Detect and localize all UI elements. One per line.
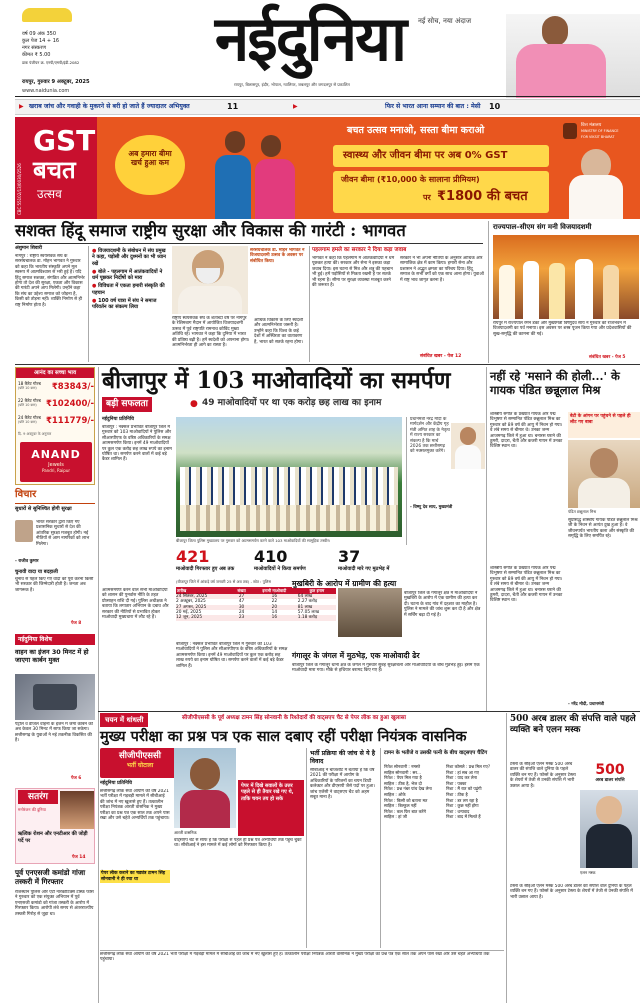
exam-subhead: भर्ती प्रक्रिया की जांच से ये है विवाद <box>310 750 376 765</box>
surrender-group-photo <box>176 417 402 537</box>
lead-col4: भागवत ने कहा कि पहलगाम में आतंकवादियों ने धर्म पूछकर हत्या की। सरकार और सेना ने इसका कड़ा जवाब दिया। इस घटना से मित्र और शत्रु की पहचान भी हुई। हमें पड़ोसियों से मित्रता रखनी है पर सतर्क भी रहना है। सीमा पर सुरक्षा व्यवस्था मजबूत करने की जरूरत है। <box>312 256 395 289</box>
satrang-box[interactable] <box>15 788 95 864</box>
governor-box-more[interactable]: संबंधित खबर - पेज 5 <box>589 355 626 360</box>
ad-bubble: अब हमारा बीमा खर्च हुआ कम <box>115 135 185 195</box>
exam-kicker-text: सीजीपीएससी के पूर्व अध्यक्ष टामन सिंह सोनवानी के रिश्तेदारों की वाट्सएप चैट से पेपर लीक का हुआ खुलासा <box>182 715 406 721</box>
mukhbiri-headline[interactable]: मुखबिरी के आरोप में ग्रामीण की हत्या <box>292 579 482 588</box>
chat-title: टामन के भतीजे व उसकी पत्नी के बीच वाट्सएप चैटिंग <box>384 750 488 756</box>
vichar-author: - राजीव कुमार <box>15 559 39 564</box>
maoist-sub: 49 माओवादियों पर था एक करोड़ छह लाख का इनाम <box>202 398 382 408</box>
chat-line: साहिल सोनवानी : सर... <box>384 769 422 775</box>
chat-line: नितेश सोनवानी : नमस्ते <box>384 764 420 769</box>
lead-byline: अंशुमान शिवारी <box>15 246 42 251</box>
chat-line: निशा : ठीक है <box>446 791 468 797</box>
stat-killed: 37 माओवादी मारे गए मुठभेड़ में <box>338 547 390 572</box>
lead-bullet: ● बोले - पहलगाम में आतंकवादियों ने धर्म पूछकर निर्दोषों को मारा <box>92 268 163 282</box>
dateline: रायपुर, गुरुवार 9 अक्टूबर, 2025 <box>22 79 90 85</box>
vichar-box <box>15 489 95 629</box>
vichar-body: भारत सरकार द्वारा किए गए प्रशासनिक सुधारों से देश की आंतरिक सुरक्षा मजबूत होगी। नई नीतियों से आम नागरिकों को लाभ मिलेगा। <box>36 520 90 547</box>
chat-list-left <box>384 764 444 820</box>
table-row: 27 अगस्त, 2025 30 20 81 लाख <box>176 605 336 610</box>
lead-bullet: ● 100 वर्ष यात्रा में संघ ने समाज परिवर्तन का संकल्प लिया <box>92 298 157 311</box>
naidunia-vishesh-box <box>15 634 95 784</box>
musk-body: टेस्ला के सीईओ एलन मस्क 500 अरब डालर की संपत्ति वाले दुनिया के पहले व्यक्ति बन गए हैं। फोर्ब्स के अनुसार टेस्ला के शेयरों में तेजी से उनकी संपत्ति में भारी उछाल आया है। <box>510 762 576 789</box>
chat-line: निशा : बाद में मिलते हैं <box>446 814 481 820</box>
edition-info: वर्ष 09 अंक 350 <box>22 31 57 37</box>
ad-box-2: जीवन बीमा (₹10,000 के सालाना प्रीमियम) पर ₹1800 की बचत <box>333 171 549 213</box>
governor-box-title: राज्यपाल–सीएम संग मनी विजयादशमी <box>493 223 592 231</box>
chat-line: साहिल : ठीक है, भेज दो <box>384 780 422 786</box>
play-icon: ▶ <box>19 103 24 110</box>
satrang-story: ऋत्विक रोशन और एनटीआर की जोड़ी पर्दे पर <box>18 831 88 844</box>
family-photo <box>203 123 317 219</box>
pages-info: कुल पेज 14 + 16 <box>22 38 60 44</box>
bullet-icon: ● <box>190 399 198 409</box>
lead-subhead: पहलगाम हमले का सरकार ने दिया कड़ा जवाब <box>312 247 407 253</box>
satrang-page: पेज 14 <box>72 855 86 860</box>
divider <box>15 96 640 97</box>
maoist-tag: बड़ी सफलता <box>102 397 152 412</box>
chat-line: निशा : डर लग रहा है <box>446 797 478 803</box>
ad-code: CBC 55102/13/0030/2526 <box>17 163 22 215</box>
maoist-body-3: बीजापुर : नक्सल प्रभावित बीजापुर जिले में गुरुवार को 103 माओवादियों ने पुलिस और सीआरपीएफ के वरिष्ठ अधिकारियों के समक्ष आत्मसमर्पण किया। इनमें 49 माओवादियों पर कुल एक करोड़ छह लाख रुपये का इनाम घोषित था। समर्पण करने वालों में कई बड़े कैडर शामिल हैं। <box>176 642 288 669</box>
vichar-article-title[interactable]: सुधारों से सुनिश्चित होगी सुरक्षा <box>15 506 72 512</box>
exam-body-2: सीबीआई ने चार्जशीट में बताया है कि वर्ष 2021 की परीक्षा में आयोग के अधिकारियों के परिजनों का चयन डिप्टी कलेक्टर और डीएसपी जैसे पदों पर हुआ। जांच एजेंसी ने वाट्सएप चैट को अहम सबूत माना है। <box>310 768 375 801</box>
table-row: 12 जून, 2025 23 16 1.18 करोड़ <box>176 615 336 620</box>
exam-headline[interactable]: मुख्य परीक्षा का प्रश्न पत्र एक साल दबाए रहीं परीक्षा नियंत्रक वासनिक <box>100 728 467 745</box>
maoist-body-1: बीजापुर : नक्सल प्रभावित बीजापुर जिले में गुरुवार को 103 माओवादियों ने पुलिस और सीआरपीएफ के वरिष्ठ अधिकारियों के समक्ष आत्मसमर्पण किया। इनमें 49 माओवादियों पर कुल एक करोड़ छह लाख रुपये का इनाम घोषित था। समर्पण करने वालों में कई बड़े कैडर शामिल हैं। <box>102 425 172 463</box>
table-row: 20 मई, 2025 24 14 57.05 लाख <box>176 610 319 616</box>
chhannulal-photo <box>568 440 640 508</box>
chat-line: निशा : धन्यवाद <box>446 808 470 814</box>
mukhbiri-body: बीजापुर जिले के गंगालूर क्षेत्र में माओवादियों ने मुखबिरी के आरोप में एक ग्रामीण की हत्या कर दी। घटना के बाद गांव में दहशत का माहौल है। पुलिस ने मामले की जांच शुरू कर दी है और क्षेत्र में सर्चिंग बढ़ा दी गई है। <box>404 591 481 618</box>
lead-col5: सरकार ने भी अपनी नीतियों के अनुसार आर्थिक और सामाजिक क्षेत्र में काम किया। हमारी सेना और प्रशासन ने अद्भुत क्षमता का परिचय दिया। हिंदू समाज के सभी वर्गों को एक साथ आना होगा। युवाओं में राष्ट्र भाव जागृत करना है। <box>400 256 484 283</box>
publishing-cities: रायपुर, बिलासपुर, इंदौर, भोपाल, ग्वालियर, जबलपुर और जगदलपुर से प्रकाशित <box>234 82 350 87</box>
encounter-body: बीजापुर जिले के गंगालूर थाना क्षेत्र के जंगल में गुरुवार सुबह सुरक्षाबलों और माओवादियों के बीच मुठभेड़ हुई। इसमें एक माओवादी मारा गया। मौके से हथियार बरामद किए गए हैं। <box>292 663 480 674</box>
teaser-right-page: 10 <box>489 102 501 111</box>
exam-highlight: पेपर लीक कराने का षड्यंत्र टामन सिंह सोनवानी ने ही रचा था <box>100 870 170 883</box>
vichar-body-2: चुनाव से पहले किए गए वादों को पूरा करना किसी भी सरकार की जिम्मेदारी होती है। जनता अब जागरूक है। <box>15 577 94 593</box>
lead-continued[interactable]: संबंधित खबर - पेज 12 <box>420 354 462 359</box>
gold-rate-row: 18 कैरेट गोल्ड (प्रति 10 ग्राम) ₹83843/- <box>18 381 94 392</box>
vishesh-headline[interactable]: वाहन का इंजन 30 मिनट में हो जाएगा कार्बन मुक्त <box>15 648 89 664</box>
chat-line: निशा : हां सब आ गए <box>446 769 479 775</box>
chat-line: नितेश : किसी को बताना मत <box>384 797 428 803</box>
maoist-table-title: (बीजापुर जिले में आंकड़े वर्ष जनवरी 25 से अब तक) - स्रोत : पुलिस <box>176 579 271 584</box>
satrang-logo: सतरंग <box>18 790 58 804</box>
cgpsc-badge: सीजीपीएससी भर्ती घोटाला <box>100 748 180 778</box>
musk-stat: 500 अरब डालर संपत्ति <box>595 762 625 783</box>
maoist-photo-caption: बीजापुर जिला पुलिस मुख्यालय पर गुरुवार को आत्मसमर्पण करने वाले 103 माओवादियों की सामूहिक तस्वीर। <box>176 538 331 543</box>
chat-line: नितेश : कल फिर बात करेंगे <box>384 808 426 814</box>
gold-rate-note: दि. 9 अक्टूबर के अनुसार <box>18 432 52 436</box>
chhannulal-quote-box: बेटी के आंगन पर पहुंचने से पहले ही लौट गए बाबा <box>568 412 640 438</box>
pm-photo <box>555 145 637 219</box>
exam-body-4: छत्तीसगढ़ लोक सेवा आयोग की वर्ष 2021 भर्ती परीक्षा में गड़बड़ी मामले में सीबीआई की जांच में नए खुलासे हुए हैं। तत्कालीन परीक्षा नियंत्रक आरती वासनिक ने मुख्य परीक्षा का प्रश्न पत्र एक साल तक अपने पास रखा और उसे चहेते अभ्यर्थियों तक पहुंचाया। <box>100 952 490 963</box>
vishesh-title: नईदुनिया विशेष <box>15 634 95 645</box>
satrang-photo <box>60 791 94 829</box>
gold-rate-row: 22 कैरेट गोल्ड (प्रति 10 ग्राम) ₹102400/- <box>18 398 94 409</box>
maoist-byline: नईदुनिया प्रतिनिधि <box>102 417 134 422</box>
musk-body-2: टेस्ला के सीईओ एलन मस्क 500 अरब डालर की संपत्ति वाले दुनिया के पहले व्यक्ति बन गए हैं। फोर्ब्स के अनुसार टेस्ला के शेयरों में तेजी से उनकी संपत्ति में भारी उछाल आया है। <box>510 884 633 900</box>
ministry-label: वित्त मंत्रालय <box>581 123 602 128</box>
teaser-right[interactable]: फिर से भारत आना सम्मान की बात : मेसी <box>385 103 481 110</box>
dussehra-photo <box>493 235 639 319</box>
exam-kicker-bar <box>100 713 502 727</box>
teaser-left[interactable]: खराब जांच और गवाही के मुकरने से बरी हो जाते हैं ज्यादातर अभियुक्त <box>29 103 190 110</box>
ministry-label-en: MINISTRY OF FINANCE <box>581 129 619 133</box>
chhannulal-body: शास्त्रीय संगीत के प्रख्यात गायक और पद्म विभूषण से सम्मानित पंडित छन्नूलाल मिश्र का गुरुवार को 89 वर्ष की आयु में निधन हो गया। वे लंबे समय से बीमार थे। उनका जन्म आजमगढ़ जिले में हुआ था। बनारस घराने की ठुमरी, दादरा, चैती और कजरी गायन में उनका विशिष्ट स्थान था। <box>490 412 563 450</box>
table-row: 2 अक्टूबर, 2025 47 22 2.27 करोड़ <box>176 599 318 605</box>
exam-quote-box: पेपर में दिखे सवालों के उत्तर पहले से ही तैयार रखे गए थे, ताकि चयन तय हो सके <box>238 780 304 836</box>
ad-box-1: स्वास्थ्य और जीवन बीमा पर अब 0% GST <box>333 145 549 167</box>
anand-logo: ANAND Jewels Pandri, Raipur <box>20 442 92 482</box>
chat-line: नितेश : पेपर मिल गया है <box>384 775 422 781</box>
cm-photo <box>451 423 485 469</box>
arti-wasnik-photo <box>174 748 236 828</box>
maoist-headline[interactable]: बीजापुर में 103 माओवादियों का समर्पण <box>102 367 451 394</box>
top-strip <box>15 99 640 115</box>
pm-quote: सुप्रसिद्ध शास्त्रीय गायक पंडित छन्नूलाल मिश्र जी के निधन से अत्यंत दुख हुआ है। वे जीवनपर्यंत भारतीय कला और संस्कृति की समृद्धि के लिए समर्पित रहे। <box>568 518 638 540</box>
chat-line: नितेश : प्रश्न नंबर पांच देख लेना <box>384 786 432 792</box>
engine-photo <box>15 674 95 720</box>
mukhbiri-box <box>292 579 482 707</box>
lead-photo-caption: सरसंघचालक डा. मोहन भागवत ने विजयादशमी उत्सव के अवसर पर संबोधित किया। <box>250 248 305 264</box>
lead-col3: आर्थिक विकास के लिए स्वदेशी और आत्मनिर्भरता जरूरी है। उन्होंने कहा कि विश्व के कई देशों में अस्थिरता का वातावरण है, भारत को सतर्क रहना होगा। <box>254 318 304 345</box>
lead-headline[interactable]: सशक्त हिंदू समाज राष्ट्रीय सुरक्षा और विकास की गारंटी : भागवत <box>15 221 406 240</box>
maoist-body-2: आत्मसमर्पण करने वाले सभी माओवादियों को शासन की पुनर्वास नीति के तहत प्रोत्साहन राशि दी गई। पुलिस अधीक्षक ने बताया कि लगातार अभियान के दबाव और सरकार की नीतियों से प्रभावित होकर माओवादी मुख्यधारा में लौट रहे हैं। <box>102 588 169 621</box>
maoist-subline <box>102 397 482 413</box>
author-photo <box>15 520 33 542</box>
musk-caption: एलन मस्क <box>580 870 596 875</box>
chat-line: निशा : याद कर लेना <box>446 775 477 781</box>
bachat-text: बचत <box>33 156 76 184</box>
vichar-title: विचार <box>15 489 37 500</box>
vishesh-body: पेट्रोल व डीजल वाहनों के इंजन में जमा कार्बन को अब केवल 30 मिनट में साफ किया जा सकेगा। छत्तीसगढ़ के युवाओं ने नई तकनीक विकसित की है। <box>15 722 93 744</box>
viksit-label: FOR VIKSIT BHARAT <box>581 135 615 139</box>
ad-headline: बचत उत्सव मनाओ, सस्ता बीमा कराओ <box>347 125 485 136</box>
cm-quote: प्रधानमंत्री नरेंद्र मोदी के मार्गदर्शन और केंद्रीय गृह मंत्री अमित शाह के नेतृत्व में राज्य सरकार का संकल्प है कि मार्च 2026 तक छत्तीसगढ़ को नक्सलमुक्त करेंगे। <box>410 417 450 455</box>
lead-bullets <box>92 248 170 313</box>
vishesh-page[interactable]: पेज 6 <box>71 776 82 781</box>
pm-quote-name: - नरेंद्र मोदी, प्रधानमंत्री <box>568 702 605 707</box>
nsg-body: राजस्थान पुलिस और एंटी नारकोटिक्स टास्क फोर्स ने गुरुवार को एक संयुक्त अभियान में पूर्व एनएसजी कमांडो को गांजा तस्करी के आरोप में गिरफ्तार किया। आरोपी लंबे समय से अंतरराज्यीय तस्करी गिरोह से जुड़ा था। <box>15 890 94 917</box>
table-header-row: तारीख संख्या इनामी माओवादी कुल इनाम <box>176 587 336 594</box>
satrang-tag: मनोरंजन की दुनिया <box>18 807 46 812</box>
bhagwat-photo <box>172 246 248 314</box>
website[interactable]: www.naidunia.com <box>22 88 70 94</box>
teaser-left-page: 11 <box>227 102 239 111</box>
nsg-headline[interactable]: पूर्व एनएसजी कमांडो गांजा तस्करी में गिरफ्तार <box>15 868 86 886</box>
chat-line: साहिल : ओके <box>384 791 406 797</box>
cm-quote-box <box>406 417 484 545</box>
lead-col2: राष्ट्रीय स्वयंसेवक संघ के शताब्दी वर्ष पर नागपुर के रेशिमबाग मैदान में आयोजित विजयादशमी उत्सव में पूर्व राष्ट्रपति रामनाथ कोविंद मुख्य अतिथि रहे। भागवत ने कहा कि दुनिया में भारत की प्रतिष्ठा बढ़ी है। हमें स्वदेशी को अपनाना होगा। आत्मनिर्भरता ही आगे का रास्ता है। <box>172 316 250 349</box>
exam-kicker: चयन में धांधली <box>100 713 148 727</box>
musk-headline[interactable]: 500 अरब डालर की संपत्ति वाले पहले व्यक्ति बने एलन मस्क <box>510 714 636 735</box>
gold-rate-title: आनंद का सच्चा भाव <box>16 368 94 378</box>
lead-col1: नागपुर : राष्ट्रीय स्वयंसेवक संघ के सरसंघचालक डा. मोहन भागवत ने गुरुवार को कहा कि भारतीय संस्कृति अपने मूल स्वरूप में आत्मविश्वास से भरी हुई है। यदि हिंदू समाज सशक्त, संगठित और आत्मनिर्भर होगा तो देश की सुरक्षा, एकता और विकास की गारंटी अपने आप मिलेगी। उन्होंने कहा कि संघ का उद्देश्य समाज को जोड़ना है, किसी को तोड़ना नहीं। व्यक्ति निर्माण से ही राष्ट्र निर्माण होता है। <box>15 254 85 308</box>
chat-line: निशा : पक्का <box>446 780 467 786</box>
chhannulal-headline[interactable]: नहीं रहे 'मसाने की होली...' के गायक पंडित छन्नूलाल मिश्र <box>490 369 620 397</box>
lead-bullet: ● विविधता में एकता हमारी संस्कृति की पहचान <box>92 283 165 296</box>
ashoka-emblem-icon <box>563 123 577 139</box>
encounter-headline[interactable]: गंगालूर के जंगल में मुठभेड़, एक माओवादी ढेर <box>292 651 420 660</box>
arti-wasnik-caption: आरती वासनिक <box>174 830 197 835</box>
price: कीमत ₹ 5.00 <box>22 52 51 58</box>
exam-byline: नईदुनिया प्रतिनिधि <box>100 781 132 786</box>
messi-photo <box>506 14 640 98</box>
vichar-article-title-2[interactable]: चुनावी वादा या बदहाली <box>15 569 58 575</box>
governor-box-text: रायपुर में राज्यपाल रमेन डेका और मुख्यमंत्री विष्णुदेव साय ने गुरुवार को राजभवन में विजयादशमी का पर्व मनाया। इस अवसर पर शस्त्र पूजन किया गया और प्रदेशवासियों की सुख-समृद्धि की कामना की गई। <box>493 321 632 337</box>
sun-logo-icon <box>22 8 72 22</box>
gst-advertisement[interactable] <box>15 117 640 219</box>
maoist-stats <box>176 548 482 578</box>
chat-list-right <box>446 764 504 820</box>
gold-rate-row: 24 कैरेट गोल्ड (प्रति 10 ग्राम) ₹111779/- <box>18 415 94 426</box>
postal-reg: डाक पंजीयन क्र. एनपी/एमपी/इंडी-2082 <box>22 60 80 65</box>
cm-quote-name: - विष्णु देव साय, मुख्यमंत्री <box>410 505 453 510</box>
newspaper-logo: नईदुनिया <box>214 2 406 75</box>
chat-line: निशा कोसले : प्रश्न मिल गए? <box>446 764 491 769</box>
gst-logo-text: GST <box>33 124 96 157</box>
lead-bullet: ● विजयादशमी के संबोधन में संघ प्रमुख ने कहा, पड़ोसी और दुश्मनों का भी ध्यान रखें <box>92 248 166 267</box>
play-icon: ▶ <box>293 103 298 110</box>
masthead <box>0 0 640 98</box>
chhannulal-body-2: शास्त्रीय संगीत के प्रख्यात गायक और पद्म विभूषण से सम्मानित पंडित छन्नूलाल मिश्र का गुरुवार को 89 वर्ष की आयु में निधन हो गया। वे लंबे समय से बीमार थे। उनका जन्म आजमगढ़ जिले में हुआ था। बनारस घराने की ठुमरी, दादरा, चैती और कजरी गायन में उनका विशिष्ट स्थान था। <box>490 566 563 604</box>
tagline: नई सोच, नया अंदाज <box>418 17 472 25</box>
chat-line: साहिल : बिल्कुल नहीं <box>384 803 417 809</box>
chat-line: निशा : मैं रात को पढ़ूंगी <box>446 786 482 792</box>
chhannulal-caption: पंडित छन्नूलाल मिश्र <box>568 509 597 514</box>
exam-body-1: छत्तीसगढ़ लोक सेवा आयोग की वर्ष 2021 भर्ती परीक्षा में गड़बड़ी मामले में सीबीआई की जांच में नए खुलासे हुए हैं। तत्कालीन परीक्षा नियंत्रक आरती वासनिक ने मुख्य परीक्षा का प्रश्न पत्र एक साल तक अपने पास रखा और उसे चहेते अभ्यर्थियों तक पहुंचाया। <box>100 789 170 822</box>
table-row: 24 सितंबर, 2025 27 16 64 लाख <box>176 594 336 599</box>
musk-photo <box>580 790 638 868</box>
exam-body-3: वाट्सएप चैट से साफ है कि परीक्षा से पहले ही प्रश्न पत्र अभ्यर्थियों तक पहुंच चुका था। सीबीआई ने इस मामले में कई लोगों को गिरफ्तार किया है। <box>174 838 302 849</box>
city-edition: नगर संस्करण <box>22 45 47 51</box>
stat-surrendered: 410 माओवादियों ने किया समर्पण <box>254 547 306 572</box>
chat-line: साहिल : हां जी <box>384 814 407 820</box>
stat-arrested: 421 माओवादी गिरफ्तार हुए अब तक <box>176 547 235 572</box>
gold-rate-box <box>15 367 95 485</box>
utsav-text: उत्सव <box>37 187 62 201</box>
vichar-page[interactable]: पेज 8 <box>71 621 82 626</box>
governor-cm-box <box>488 221 640 363</box>
chat-line: निशा : कुछ नहीं होगा <box>446 803 479 809</box>
